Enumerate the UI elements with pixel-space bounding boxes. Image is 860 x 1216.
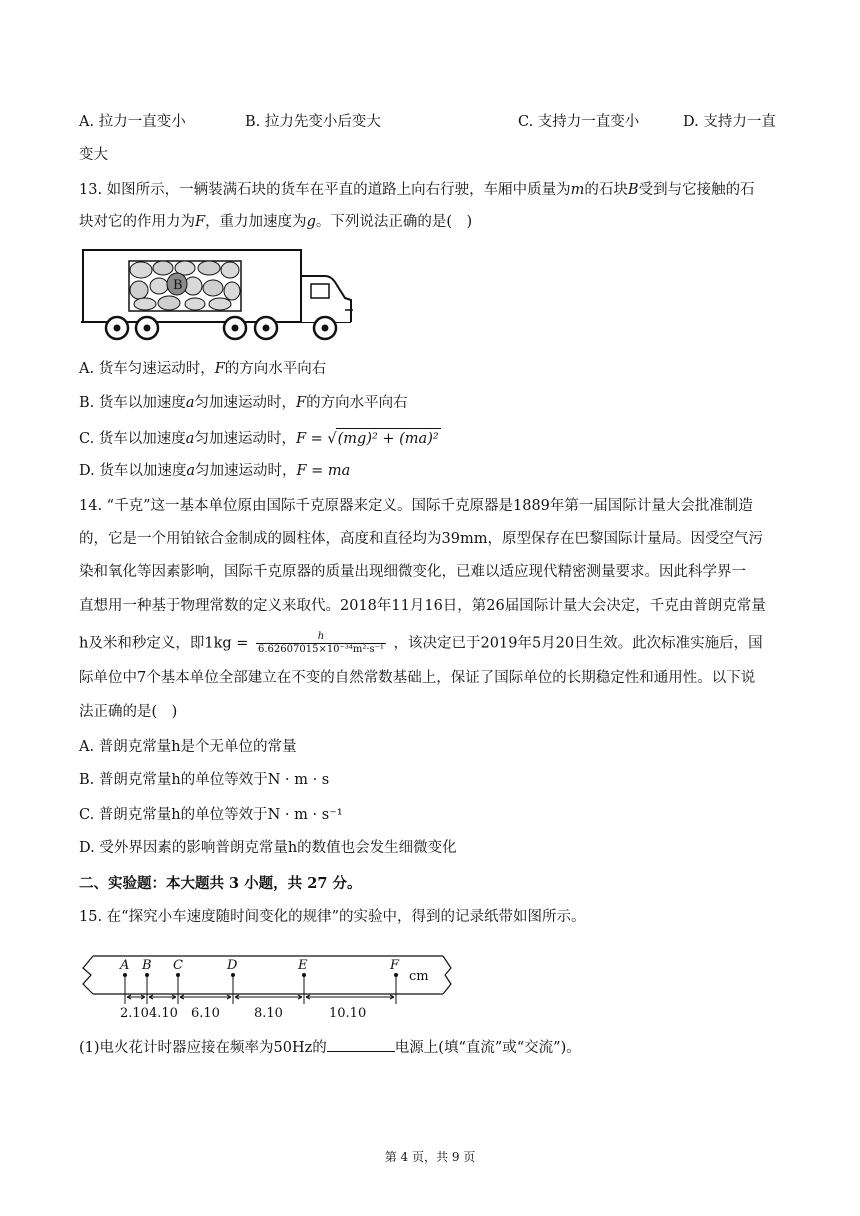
tape-distance-ef: 10.10	[329, 1006, 367, 1021]
q14-stem-line1: 14. “千克”这一基本单位原由国际千克原器来定义。国际千克原器是1889年第一届国际计量大会批准制造	[79, 498, 753, 514]
tape-point-f: F	[390, 958, 400, 973]
q12-option-d: D. 支持力一直	[683, 114, 776, 130]
q12-option-c: C. 支持力一直变小	[518, 114, 640, 130]
q14-option-b: B. 普朗克常量h的单位等效于N · m · s	[79, 772, 330, 788]
section-heading: 二、实验题：本大题共 3 小题，共 27 分。	[79, 875, 362, 892]
tape-point-c: C	[173, 958, 183, 973]
q14-stem-line6: 际单位中7个基本单位全部建立在不变的自然常数基础上，保证了国际单位的长期稳定性和通用性。以下说	[79, 670, 756, 686]
tape-distance-bc: 4.10	[149, 1006, 178, 1021]
q13-option-b: B. 货车以加速度a匀加速运动时，F的方向水平向右	[79, 395, 408, 411]
q13-stem-line1: 13. 如图所示，一辆装满石块的货车在平直的道路上向右行驶，车厢中质量为m的石块B受到与它接触的石	[79, 182, 755, 198]
q13-option-c: C. 货车以加速度a匀加速运动时，F = √(mg)² + (ma)²	[79, 428, 441, 449]
q14-stem-line5: h及米和秒定义，即1kg = $\frac{h}{\text{6.62607015×10⁻³⁴m²·s⁻¹}}$ ，该决定已于2019年5月20日生效。此次标准实施后，国	[79, 631, 763, 655]
paper-tape-figure	[79, 948, 457, 1022]
q13-option-d: D. 货车以加速度a匀加速运动时，F = ma	[79, 463, 351, 479]
q12-option-b: B. 拉力先变小后变大	[245, 114, 381, 130]
tape-point-e: E	[298, 958, 308, 973]
q13-option-a: A. 货车匀速运动时，F的方向水平向右	[79, 361, 327, 377]
q14-option-a: A. 普朗克常量h是个无单位的常量	[79, 739, 297, 755]
q12-option-d-continued: 变大	[79, 147, 108, 163]
truck-figure	[79, 246, 357, 342]
tape-unit: cm	[409, 969, 429, 984]
answer-blank[interactable]	[327, 1037, 395, 1052]
tape-distance-de: 8.10	[254, 1006, 283, 1021]
kg-definition-fraction: $\frac{h}{\text{6.62607015×10⁻³⁴m²·s⁻¹}}$	[258, 631, 384, 655]
q14-stem-line4: 直想用一种基于物理常数的定义来取代。2018年11月16日，第26届国际计量大会决定，千克由普朗克常量	[79, 598, 766, 614]
q12-option-a: A. 拉力一直变小	[79, 114, 186, 130]
tape-point-a: A	[120, 958, 130, 973]
q14-stem-line3: 染和氧化等因素影响，国际千克原器的质量出现细微变化，已难以适应现代精密测量要求。因此科学界一	[79, 564, 746, 580]
tape-distance-ab: 2.10	[120, 1006, 149, 1021]
page-footer: 第 4 页，共 9 页	[384, 1150, 476, 1164]
q14-option-d: D. 受外界因素的影响普朗克常量h的数值也会发生细微变化	[79, 840, 457, 856]
q14-option-c: C. 普朗克常量h的单位等效于N · m · s⁻¹	[79, 807, 343, 823]
stone-b-label: B	[173, 278, 183, 293]
tape-point-d: D	[227, 958, 238, 973]
q13-stem-line2: 块对它的作用力为F，重力加速度为g。下列说法正确的是( )	[79, 214, 473, 230]
tape-point-b: B	[142, 958, 152, 973]
q15-stem: 15. 在“探究小车速度随时间变化的规律”的实验中，得到的记录纸带如图所示。	[79, 909, 586, 925]
tape-distance-cd: 6.10	[191, 1006, 220, 1021]
q14-stem-line2: 的，它是一个用铂铱合金制成的圆柱体，高度和直径均为39mm，原型保存在巴黎国际计量局。因受空气污	[79, 531, 763, 547]
q14-stem-line7: 法正确的是( )	[79, 704, 178, 720]
q15-sub1: (1)电火花计时器应接在频率为50Hz的 电源上(填“直流”或“交流”)。	[79, 1037, 581, 1058]
